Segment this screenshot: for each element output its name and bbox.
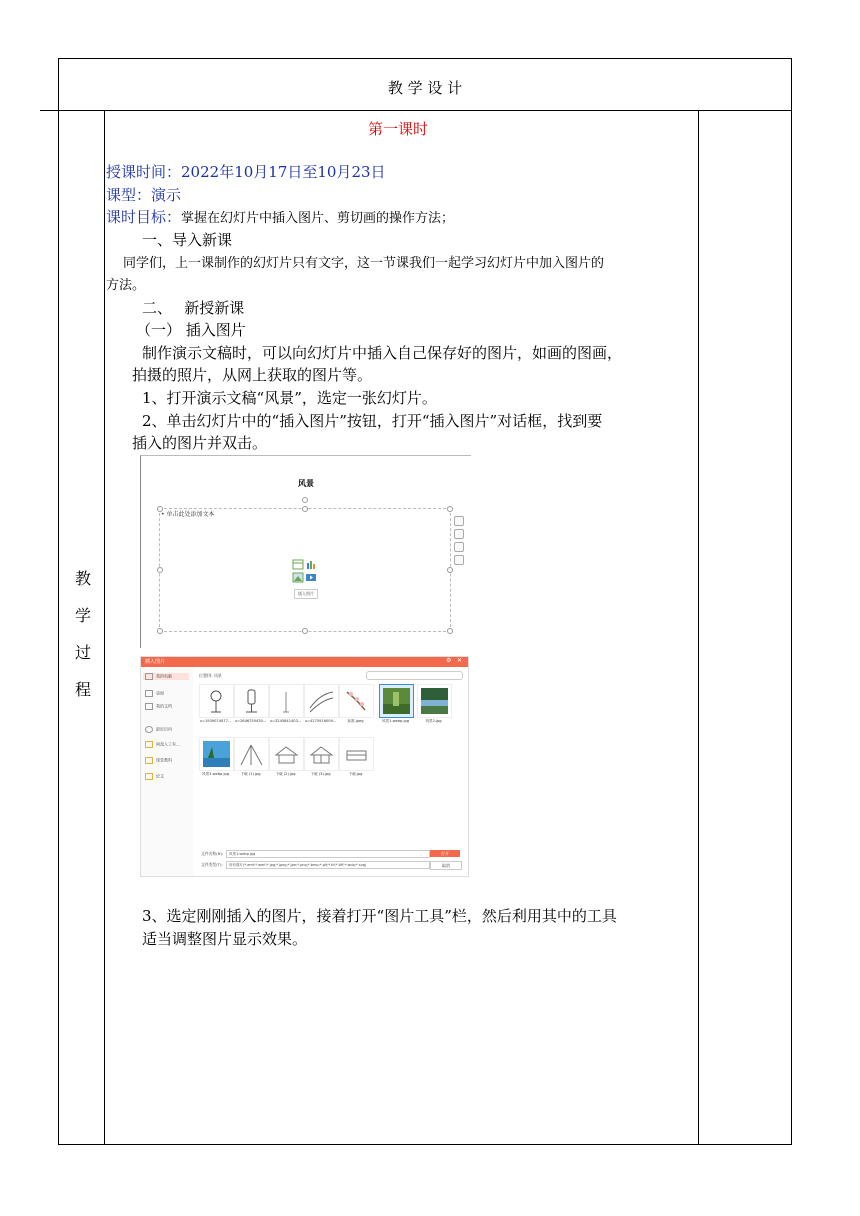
dialog-title: 插入图片 [145, 659, 166, 665]
paragraph-line: 同学们，上一课制作的幻灯片只有文字，这一节课我们一起学习幻灯片中加入图片的 [123, 256, 605, 271]
file-thumbnail [199, 684, 234, 718]
rotate-handle [302, 497, 308, 503]
sidebar-item: 最近访问 [145, 726, 172, 733]
file-name: u=3245841403... [269, 719, 302, 723]
float-tool-icon [454, 542, 464, 552]
header-divider [40, 110, 792, 111]
file-name: u=1939074077... [199, 719, 232, 723]
side-label-char: 教 [74, 569, 91, 588]
sidebar-item: 桌面 [145, 690, 164, 697]
file-thumbnail [269, 684, 304, 718]
file-thumbnail [234, 684, 269, 718]
file-name: 风景3.webp.jpg [201, 772, 230, 776]
class-time-line [106, 161, 386, 182]
file-name: 标准.jpeg [347, 719, 364, 723]
file-thumbnail-selected [379, 684, 414, 718]
insert-picture-dialog-screenshot [140, 656, 469, 877]
dialog-search [366, 671, 463, 680]
class-time-value: 2022年10月17日至10月23日 [181, 163, 386, 181]
paragraph-line: 拍摄的照片，从网上获取的图片等。 [132, 366, 373, 384]
settings-icon: ⚙ [446, 657, 452, 664]
step-text: 适当调整图片显示效果。 [142, 930, 308, 948]
file-thumbnail [304, 684, 339, 718]
slide-editor-screenshot [140, 455, 471, 648]
insert-content-icons [292, 559, 318, 585]
file-name: 下载 (1).jpg [240, 772, 261, 776]
class-goal-label: 课时目标： [106, 208, 182, 226]
file-name: 下载 (3).jpg [310, 772, 331, 776]
step-text: 插入的图片并双击。 [132, 434, 268, 452]
table-right-border [791, 58, 792, 1145]
filetype-field: 所有图片(*.emf;*.wmf;*.jpg;*.jpeg;*.jpe;*.png;*.bmp;*.gif;*.tif;*.tiff;*.wdp;*.svg) [226, 861, 430, 869]
column-divider-left [104, 110, 105, 1145]
sidebar-item: 我的电脑 [143, 673, 189, 680]
resize-handle [447, 567, 453, 573]
paragraph-line: 制作演示文稿时，可以向幻灯片中插入自己保存好的图片，如画的图画， [142, 344, 623, 362]
file-name: 风景2.jpg [425, 719, 442, 723]
close-icon: ✕ [457, 657, 463, 664]
column-divider-right [698, 110, 699, 1145]
file-thumbnail [417, 684, 452, 718]
section-heading: 二、 新授新课 [142, 299, 245, 317]
table-header-title: 教 学 设 计 [387, 79, 463, 97]
file-thumbnail [269, 737, 304, 771]
slide-placeholder-text: • 单击此处添加文本 [161, 511, 215, 518]
float-tool-icon [454, 555, 464, 565]
resize-handle [157, 628, 163, 634]
dialog-title-bar [141, 657, 468, 667]
side-label-teaching-process [72, 566, 94, 714]
file-name: 下载 (2).jpg [275, 772, 296, 776]
file-name: 下载.jpg [348, 772, 363, 776]
side-label-char: 程 [74, 680, 91, 699]
sidebar-item: 网盘入工有... [145, 741, 180, 748]
resize-handle [157, 567, 163, 573]
file-name: 风景1.webp.jpg [381, 719, 410, 723]
filename-label: 文件名称(N): [201, 851, 224, 856]
filetype-label: 文件类型(T): [201, 862, 223, 867]
float-tool-icon [454, 516, 464, 526]
file-thumbnail [304, 737, 339, 771]
file-thumbnail [339, 737, 374, 771]
table-top-border [58, 58, 792, 59]
file-thumbnail [339, 684, 374, 718]
filename-field: 风景1.webp.jpg [226, 850, 430, 858]
class-type-label: 课型： [106, 186, 152, 204]
open-button: 打开 [430, 850, 460, 857]
dialog-path: 位置(I): 风景 [199, 673, 222, 678]
lesson-heading: 第一课时 [368, 120, 429, 138]
insert-picture-button: 插入图片 [294, 589, 318, 599]
cancel-button: 取消 [430, 861, 462, 870]
file-name: u=4275916009... [304, 719, 337, 723]
file-thumbnail [199, 737, 234, 771]
resize-handle [302, 628, 308, 634]
class-time-label: 授课时间： [106, 163, 182, 181]
step-text: 2、单击幻灯片中的“插入图片”按钮，打开“插入图片”对话框，找到要 [142, 412, 603, 430]
file-thumbnail [234, 737, 269, 771]
step-text: 3、选定刚刚插入的图片，接着打开“图片工具”栏，然后利用其中的工具 [142, 907, 617, 925]
table-bottom-border [58, 1144, 792, 1145]
section-heading: 一、导入新课 [142, 231, 233, 249]
class-goal-value: 掌握在幻灯片中插入图片、剪切画的操作方法； [181, 211, 455, 226]
class-type-line [106, 184, 181, 205]
resize-handle [302, 506, 308, 512]
resize-handle [447, 506, 453, 512]
float-tool-icon [454, 529, 464, 539]
paragraph-line: 方法。 [106, 278, 146, 293]
file-name: u=2646750430... [234, 719, 267, 723]
slide-title: 风景 [298, 479, 314, 488]
step-text: 1、打开演示文稿“风景”，选定一张幻灯片。 [142, 389, 437, 407]
resize-handle [157, 506, 163, 512]
sidebar-item: 论文 [145, 773, 164, 780]
sidebar-item: 我的文档 [145, 703, 172, 710]
class-goal-line [106, 206, 454, 227]
table-left-border [58, 58, 59, 1145]
class-type-value: 演示 [151, 186, 182, 204]
sidebar-item: 课堂教科 [145, 757, 172, 764]
dialog-sidebar [141, 667, 193, 876]
side-label-char: 学 [74, 606, 91, 625]
resize-handle [447, 628, 453, 634]
subsection-heading: （一） 插入图片 [136, 321, 246, 339]
side-label-char: 过 [74, 643, 91, 662]
